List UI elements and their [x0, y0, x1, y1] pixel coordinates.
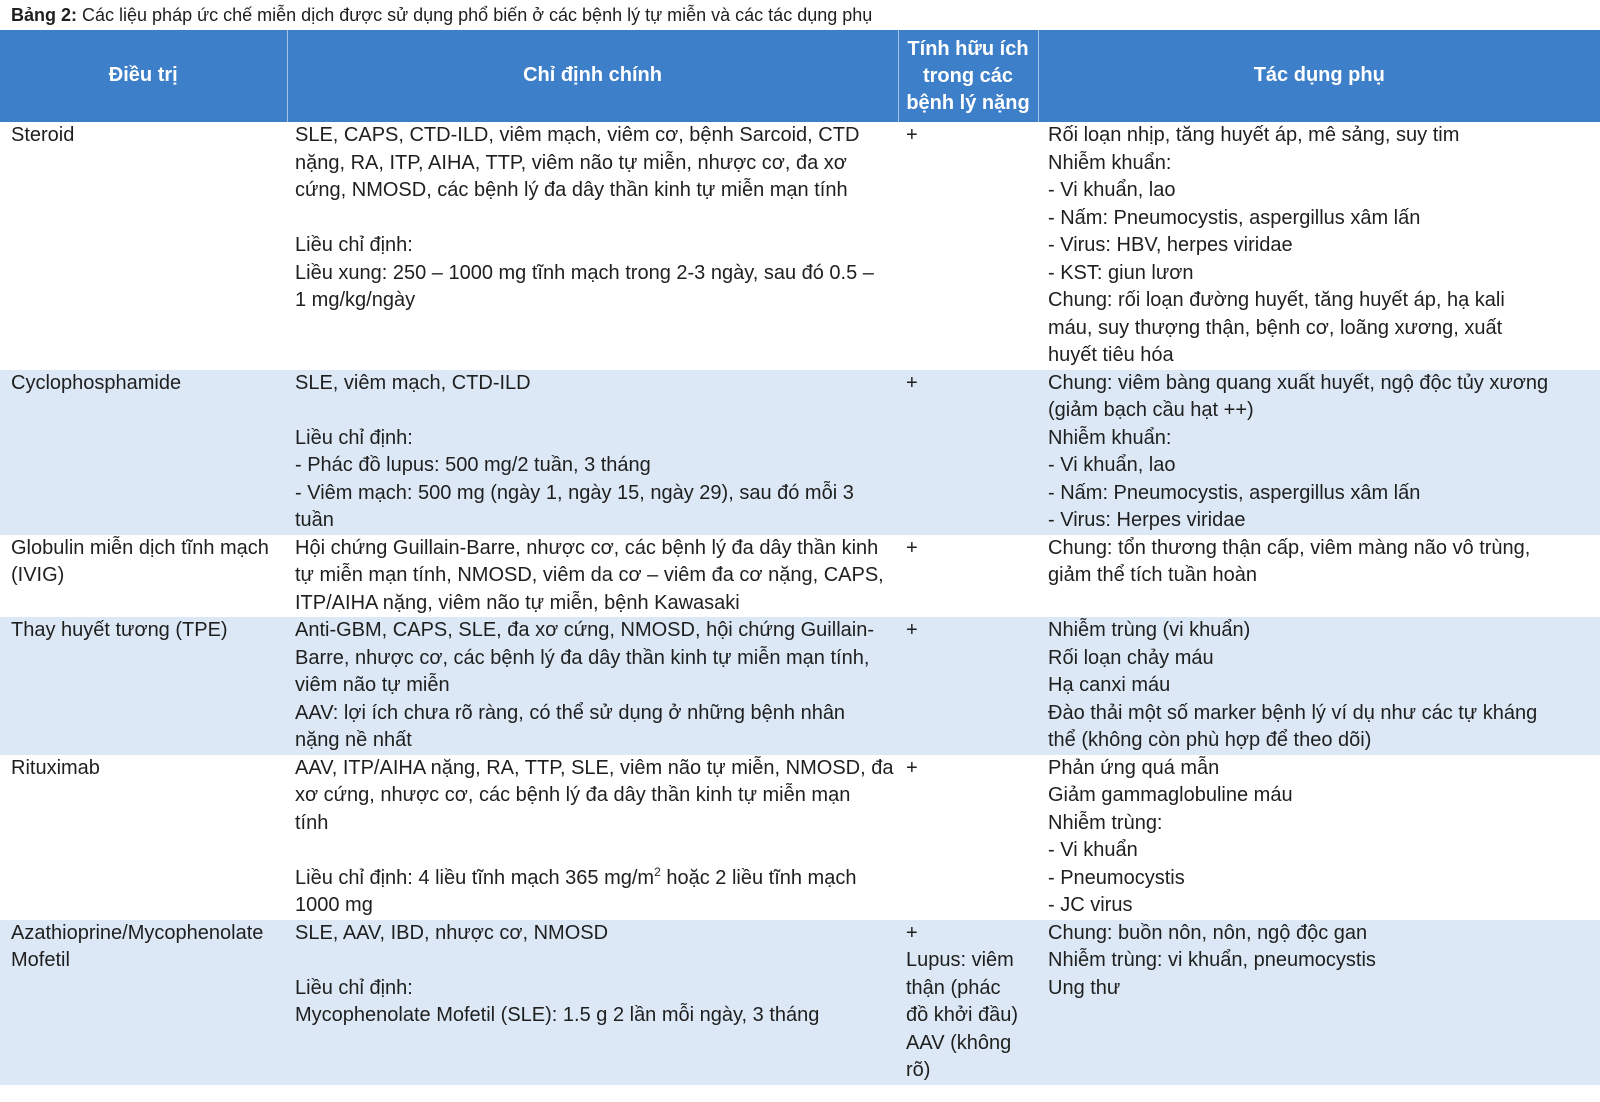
effectiveness-line: +	[906, 371, 918, 394]
side-effect-line: Rối loạn nhịp, tăng huyết áp, mê sảng, suy tim	[1048, 124, 1460, 146]
effectiveness-line: +	[906, 124, 918, 146]
side-effect-line: Đào thải một số marker bệnh lý ví dụ như các tự kháng	[1048, 701, 1538, 724]
table-row	[0, 755, 1600, 920]
side-effect-line: thể (không còn phù hợp để theo dõi)	[1048, 729, 1372, 751]
side-effect-line: - KST: giun lươn	[1048, 261, 1194, 284]
effectiveness-line: +	[906, 756, 918, 779]
header-treatment: Điều trị	[0, 30, 287, 122]
cell-effectiveness	[898, 617, 1038, 755]
cell-side-effects	[1038, 535, 1600, 618]
indication-line: SLE, viêm mạch, CTD-ILD	[295, 371, 531, 394]
effectiveness-line: AAV (không	[906, 1031, 1012, 1054]
indication-line: Barre, nhược cơ, các bệnh lý đa dây thần kinh tự miễn mạn tính,	[295, 646, 870, 669]
indication-line: Liều chỉ định:	[295, 426, 413, 449]
treatment-name: Rituximab	[11, 756, 100, 779]
side-effect-line: Phản ứng quá mẫn	[1048, 756, 1220, 779]
indication-line: AAV: lợi ích chưa rõ ràng, có thể sử dụng ở những bệnh nhân	[295, 701, 846, 724]
indication-line: Mycophenolate Mofetil (SLE): 1.5 g 2 lần mỗi ngày, 3 tháng	[295, 1004, 820, 1026]
indication-line: tự miễn mạn tính, NMOSD, viêm da cơ – viêm đa cơ nặng, CAPS,	[295, 564, 884, 586]
cell-effectiveness	[898, 920, 1038, 1085]
effectiveness-line: Lupus: viêm	[906, 949, 1014, 971]
table-row	[0, 370, 1600, 535]
therapy-table	[0, 30, 1600, 1085]
effectiveness-line: +	[906, 921, 918, 944]
indication-line: Liều chỉ định:	[295, 234, 413, 256]
table-row	[0, 122, 1600, 370]
side-effect-line: - Nấm: Pneumocystis, aspergillus xâm lấn	[1048, 206, 1421, 229]
treatment-name: Steroid	[11, 124, 75, 146]
table-caption	[0, 0, 1600, 30]
header-effectiveness: Tính hữu ích trong các bệnh lý nặng	[898, 30, 1038, 122]
header-side-effects: Tác dụng phụ	[1038, 30, 1600, 122]
cell-treatment	[0, 535, 287, 618]
indication-line: 1 mg/kg/ngày	[295, 289, 416, 311]
indication-line: Liều xung: 250 – 1000 mg tĩnh mạch trong 2-3 ngày, sau đó 0.5 –	[295, 261, 874, 284]
effectiveness-line: +	[906, 536, 918, 559]
dose-superscript: 2	[654, 864, 661, 879]
indication-line: Anti-GBM, CAPS, SLE, đa xơ cứng, NMOSD, hội chứng Guillain-	[295, 619, 874, 641]
side-effect-line: Chung: buồn nôn, nôn, ngộ độc gan	[1048, 921, 1368, 944]
indication-line: xơ cứng, nhược cơ, các bệnh lý đa dây thần kinh tự miễn mạn	[295, 784, 851, 806]
effectiveness-line: rõ)	[906, 1059, 931, 1081]
indication-line: ITP/AIHA nặng, viêm não tự miễn, bệnh Kawasaki	[295, 591, 740, 614]
cell-side-effects	[1038, 920, 1600, 1085]
side-effect-line: Nhiễm trùng: vi khuẩn, pneumocystis	[1048, 949, 1376, 971]
table-row	[0, 617, 1600, 755]
side-effect-line: - Pneumocystis	[1048, 866, 1185, 889]
side-effect-line: Nhiễm trùng:	[1048, 811, 1163, 834]
dose-text-after: hoặc 2 liều tĩnh mạch	[660, 866, 857, 889]
indication-line: Hội chứng Guillain-Barre, nhược cơ, các bệnh lý đa dây thần kinh	[295, 536, 879, 559]
cell-effectiveness	[898, 370, 1038, 535]
indication-line: nặng nề nhất	[295, 729, 412, 751]
side-effect-line: Giảm gammaglobuline máu	[1048, 784, 1293, 806]
indication-line: - Phác đồ lupus: 500 mg/2 tuần, 3 tháng	[295, 454, 651, 476]
table-row	[0, 535, 1600, 618]
side-effect-line: - Vi khuẩn, lao	[1048, 179, 1176, 201]
indication-line: SLE, AAV, IBD, nhược cơ, NMOSD	[295, 921, 609, 944]
cell-side-effects	[1038, 122, 1600, 370]
indication-line: SLE, CAPS, CTD-ILD, viêm mạch, viêm cơ, bệnh Sarcoid, CTD	[295, 124, 860, 146]
indication-line: viêm não tự miễn	[295, 674, 450, 696]
cell-side-effects	[1038, 755, 1600, 920]
treatment-name: Globulin miễn dịch tĩnh mạch (IVIG)	[11, 536, 269, 586]
side-effect-line: Nhiễm khuẩn:	[1048, 426, 1172, 449]
caption-label: Bảng 2:	[11, 5, 78, 25]
cell-side-effects	[1038, 617, 1600, 755]
side-effect-line: Nhiễm trùng (vi khuẩn)	[1048, 619, 1251, 641]
side-effect-line: Ung thư	[1048, 976, 1121, 999]
treatment-name: Azathioprine/Mycophenolate Mofetil	[11, 921, 264, 971]
side-effect-line: - JC virus	[1048, 894, 1133, 916]
side-effect-line: Chung: rối loạn đường huyết, tăng huyết áp, hạ kali	[1048, 289, 1505, 311]
indication-line: tính	[295, 811, 329, 834]
effectiveness-line: +	[906, 619, 918, 641]
cell-side-effects	[1038, 370, 1600, 535]
side-effect-line: - Virus: HBV, herpes viridae	[1048, 234, 1293, 256]
cell-treatment	[0, 122, 287, 370]
cell-treatment	[0, 370, 287, 535]
side-effect-line: Nhiễm khuẩn:	[1048, 151, 1172, 174]
effectiveness-line: đồ khởi đầu)	[906, 1004, 1019, 1026]
cell-indication	[287, 755, 898, 920]
table-row	[0, 920, 1600, 1085]
cell-indication	[287, 122, 898, 370]
indication-line	[295, 205, 886, 233]
caption-text: Các liệu pháp ức chế miễn dịch được sử dụng phổ biến ở các bệnh lý tự miễn và các tác dụng phụ	[77, 5, 873, 25]
cell-treatment	[0, 617, 287, 755]
side-effect-line: - Virus: Herpes viridae	[1048, 509, 1246, 531]
side-effect-line: - Vi khuẩn	[1048, 839, 1138, 861]
table-header-row	[0, 30, 1600, 122]
cell-indication	[287, 617, 898, 755]
side-effect-line: Chung: viêm bàng quang xuất huyết, ngộ độc tủy xương	[1048, 371, 1549, 394]
cell-treatment	[0, 920, 287, 1085]
side-effect-line: Chung: tổn thương thận cấp, viêm màng não vô trùng,	[1048, 536, 1531, 559]
indication-line: Liều chỉ định:	[295, 976, 413, 999]
side-effect-line: - Nấm: Pneumocystis, aspergillus xâm lấn	[1048, 481, 1421, 504]
cell-effectiveness	[898, 535, 1038, 618]
indication-line: nặng, RA, ITP, AIHA, TTP, viêm não tự miễn, nhược cơ, đa xơ	[295, 151, 847, 174]
side-effect-line: huyết tiêu hóa	[1048, 344, 1174, 366]
indication-line: AAV, ITP/AIHA nặng, RA, TTP, SLE, viêm não tự miễn, NMOSD, đa	[295, 756, 894, 779]
cell-effectiveness	[898, 122, 1038, 370]
side-effect-line: máu, suy thượng thận, bệnh cơ, loãng xương, xuất	[1048, 316, 1503, 339]
cell-indication	[287, 535, 898, 618]
indication-line: cứng, NMOSD, các bệnh lý đa dây thần kinh tự miễn mạn tính	[295, 179, 848, 201]
indication-line	[295, 397, 886, 425]
effectiveness-line: thận (phác	[906, 976, 1001, 999]
cell-indication	[287, 920, 898, 1085]
indication-line	[295, 947, 886, 975]
dose-line	[295, 865, 886, 893]
treatment-name: Cyclophosphamide	[11, 371, 182, 394]
indication-line: tuần	[295, 509, 334, 531]
side-effect-line: giảm thể tích tuần hoàn	[1048, 564, 1258, 586]
cell-treatment	[0, 755, 287, 920]
header-indication: Chỉ định chính	[287, 30, 898, 122]
indication-line	[295, 837, 886, 865]
cell-indication	[287, 370, 898, 535]
cell-effectiveness	[898, 755, 1038, 920]
indication-line: - Viêm mạch: 500 mg (ngày 1, ngày 15, ngày 29), sau đó mỗi 3	[295, 481, 854, 504]
indication-line: 1000 mg	[295, 894, 373, 916]
side-effect-line: Rối loạn chảy máu	[1048, 646, 1214, 669]
side-effect-line: Hạ canxi máu	[1048, 674, 1171, 696]
dose-text: Liều chỉ định: 4 liều tĩnh mạch 365 mg/m	[295, 866, 655, 889]
treatment-name: Thay huyết tương (TPE)	[11, 619, 228, 641]
side-effect-line: - Vi khuẩn, lao	[1048, 454, 1176, 476]
side-effect-line: (giảm bạch cầu hạt ++)	[1048, 399, 1254, 421]
